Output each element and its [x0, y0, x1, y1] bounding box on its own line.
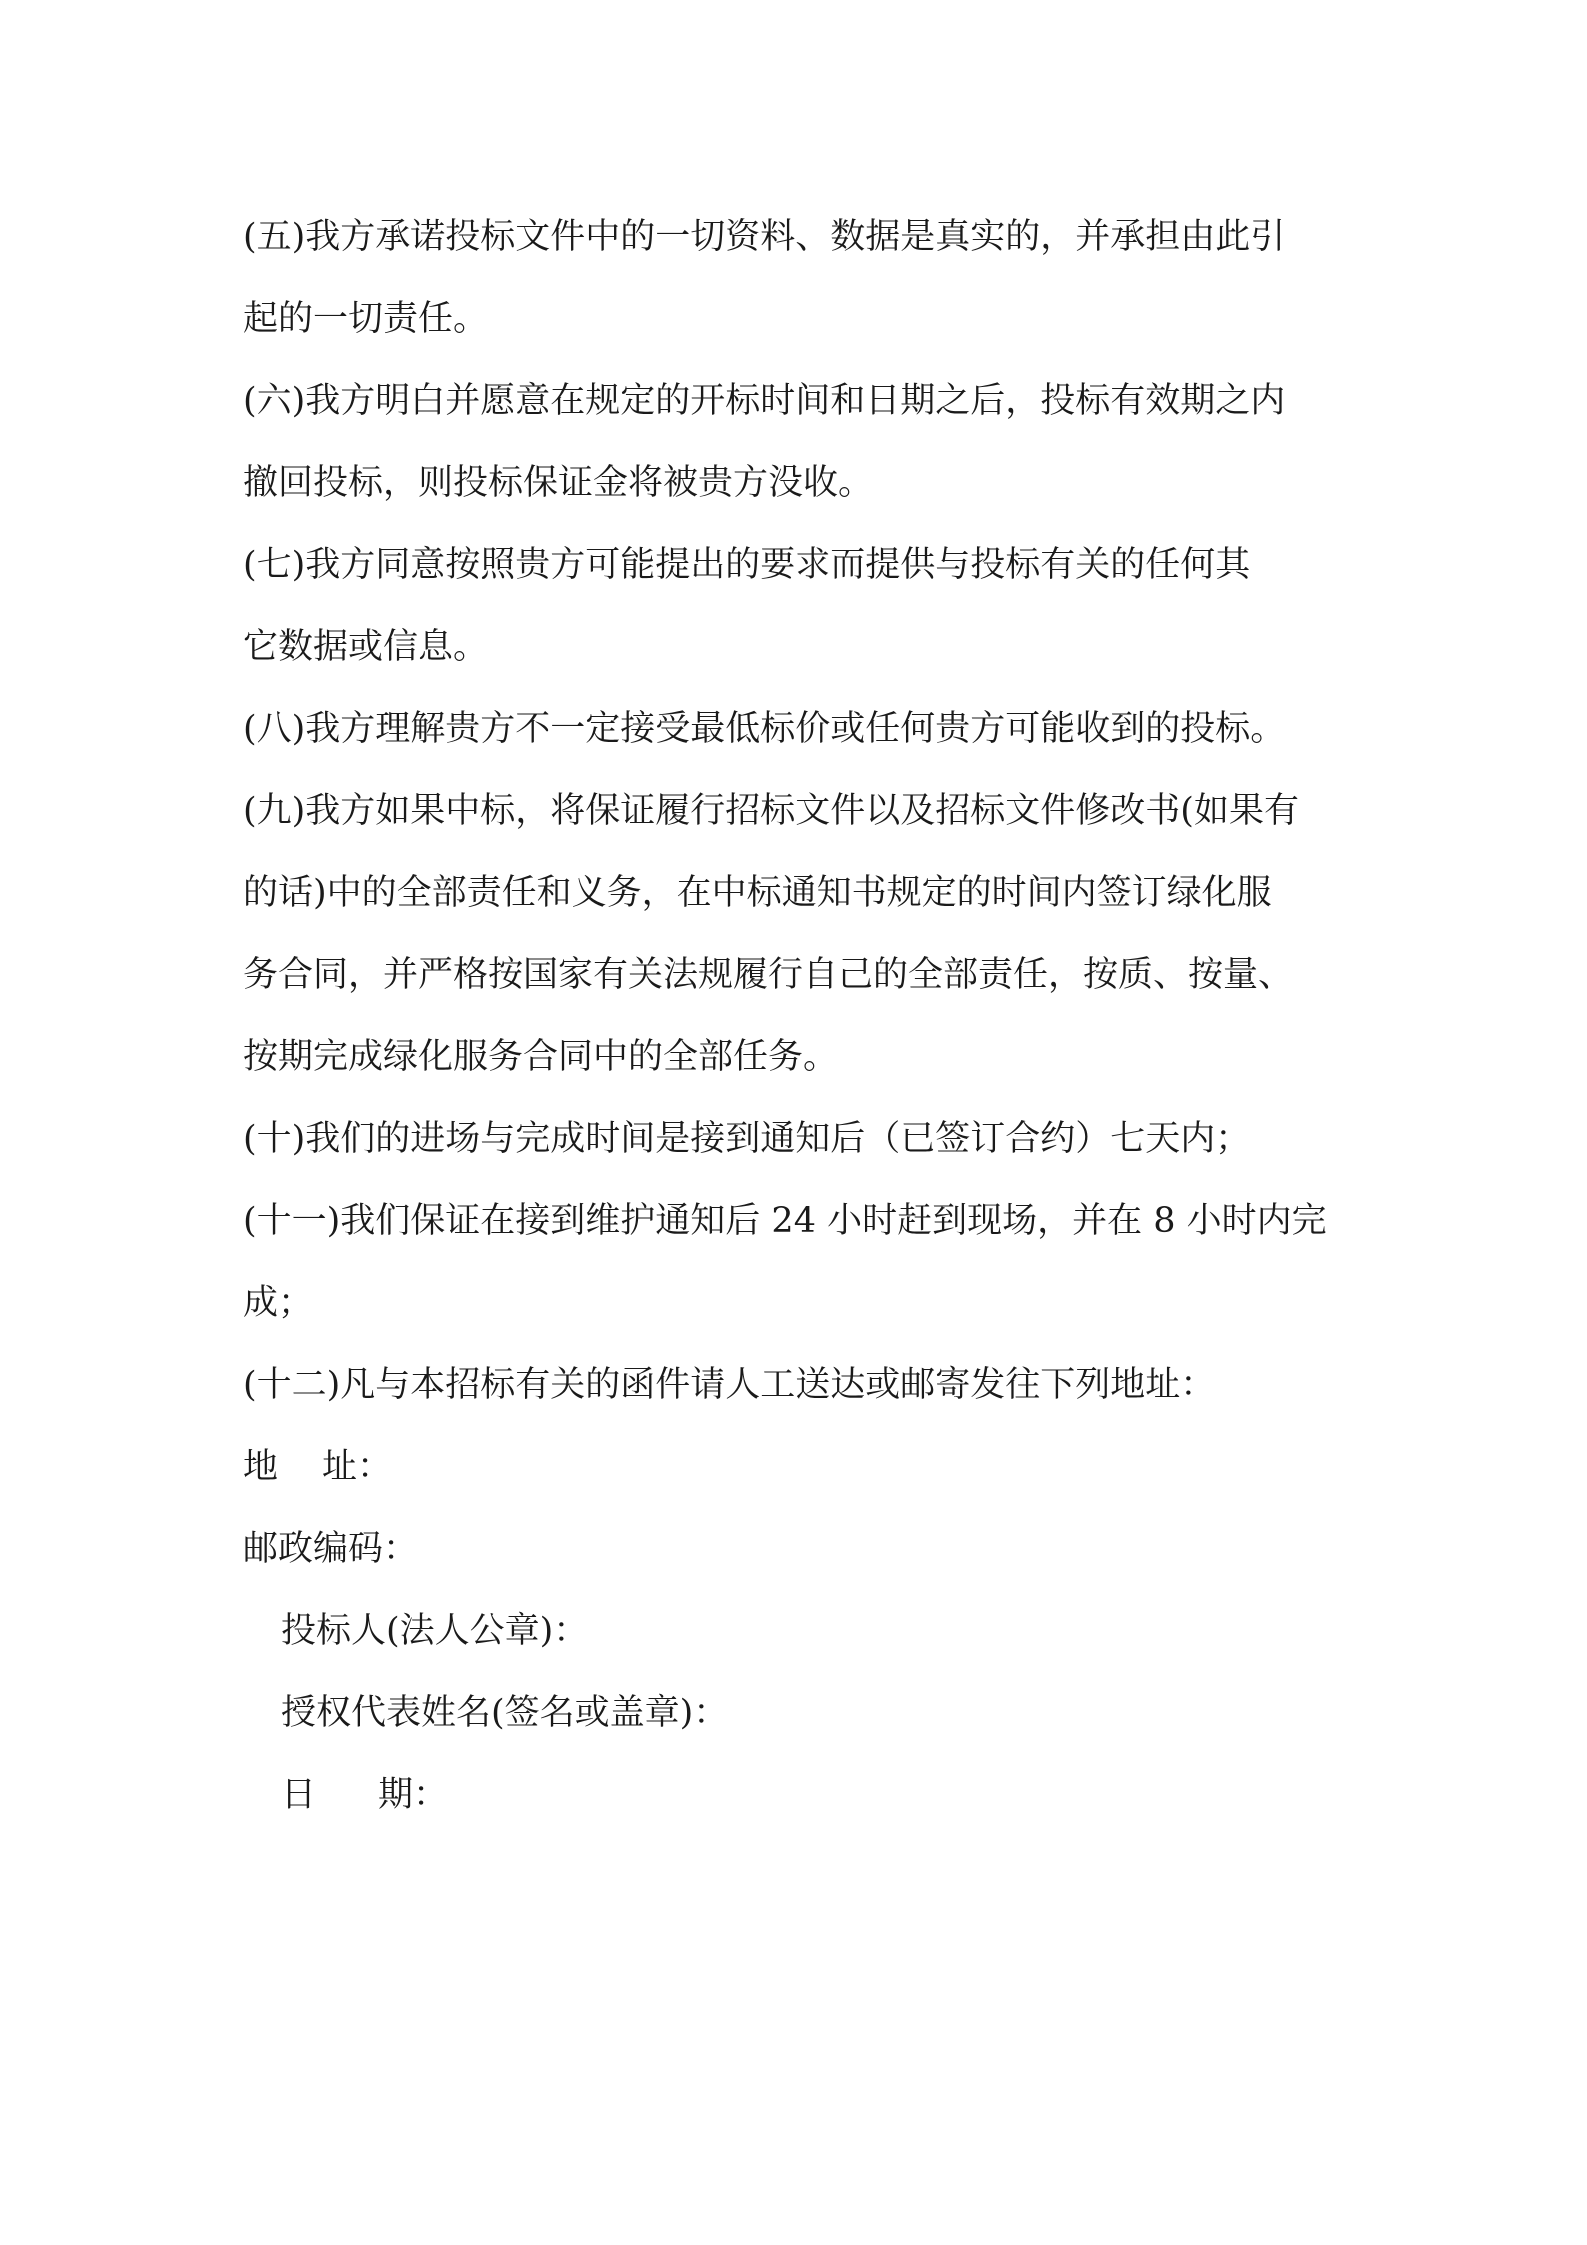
postcode-label: 邮政编码： [243, 1529, 419, 1569]
bidder-label: 投标人(法人公章)： [281, 1611, 589, 1651]
address-label-part-b: 址： [322, 1447, 393, 1487]
clause-8 [243, 688, 1353, 770]
clause-line: (十二)凡与本招标有关的函件请人工送达或邮寄发往下列地址： [243, 1365, 1216, 1405]
clause-line: 撤回投标，则投标保证金将被贵方没收。 [243, 463, 874, 503]
clause-line: (五)我方承诺投标文件中的一切资料、数据是真实的，并承担由此引 [243, 217, 1286, 257]
document-body [243, 196, 1353, 1836]
clause-5 [243, 196, 1353, 360]
representative-label: 授权代表姓名(签名或盖章)： [281, 1693, 729, 1733]
clause-line: 务合同，并严格按国家有关法规履行自己的全部责任，按质、按量、 [243, 955, 1294, 995]
address-label [243, 1426, 1353, 1508]
representative-field [243, 1672, 1353, 1754]
clause-line: (七)我方同意按照贵方可能提出的要求而提供与投标有关的任何其 [243, 545, 1251, 585]
clause-line: (九)我方如果中标，将保证履行招标文件以及招标文件修改书(如果有 [243, 791, 1299, 831]
clause-line: (十一)我们保证在接到维护通知后 24 小时赶到现场，并在 8 小时内完 [243, 1201, 1327, 1241]
clause-7 [243, 524, 1353, 688]
date-label-part-b: 期： [378, 1775, 449, 1815]
clause-12 [243, 1344, 1353, 1426]
clause-line: 起的一切责任。 [243, 299, 489, 339]
clause-11 [243, 1180, 1353, 1344]
clause-line: 成； [243, 1283, 314, 1323]
clause-9 [243, 770, 1353, 1098]
clause-line: (十)我们的进场与完成时间是接到通知后（已签订合约）七天内； [243, 1119, 1251, 1159]
address-label-part-a: 地 [243, 1447, 279, 1487]
clause-line: (八)我方理解贵方不一定接受最低标价或任何贵方可能收到的投标。 [243, 709, 1286, 749]
address-field [243, 1426, 1353, 1508]
clause-6 [243, 360, 1353, 524]
clause-line: 按期完成绿化服务合同中的全部任务。 [243, 1037, 839, 1077]
postcode-field [243, 1508, 1353, 1590]
date-label-part-a: 日 [281, 1775, 317, 1815]
clause-line: 它数据或信息。 [243, 627, 489, 667]
clause-line: 的话)中的全部责任和义务，在中标通知书规定的时间内签订绿化服 [243, 873, 1272, 913]
date-field [243, 1754, 1353, 1836]
date-label [281, 1754, 1353, 1836]
clause-line: (六)我方明白并愿意在规定的开标时间和日期之后，投标有效期之内 [243, 381, 1286, 421]
clause-10 [243, 1098, 1353, 1180]
bidder-field [243, 1590, 1353, 1672]
